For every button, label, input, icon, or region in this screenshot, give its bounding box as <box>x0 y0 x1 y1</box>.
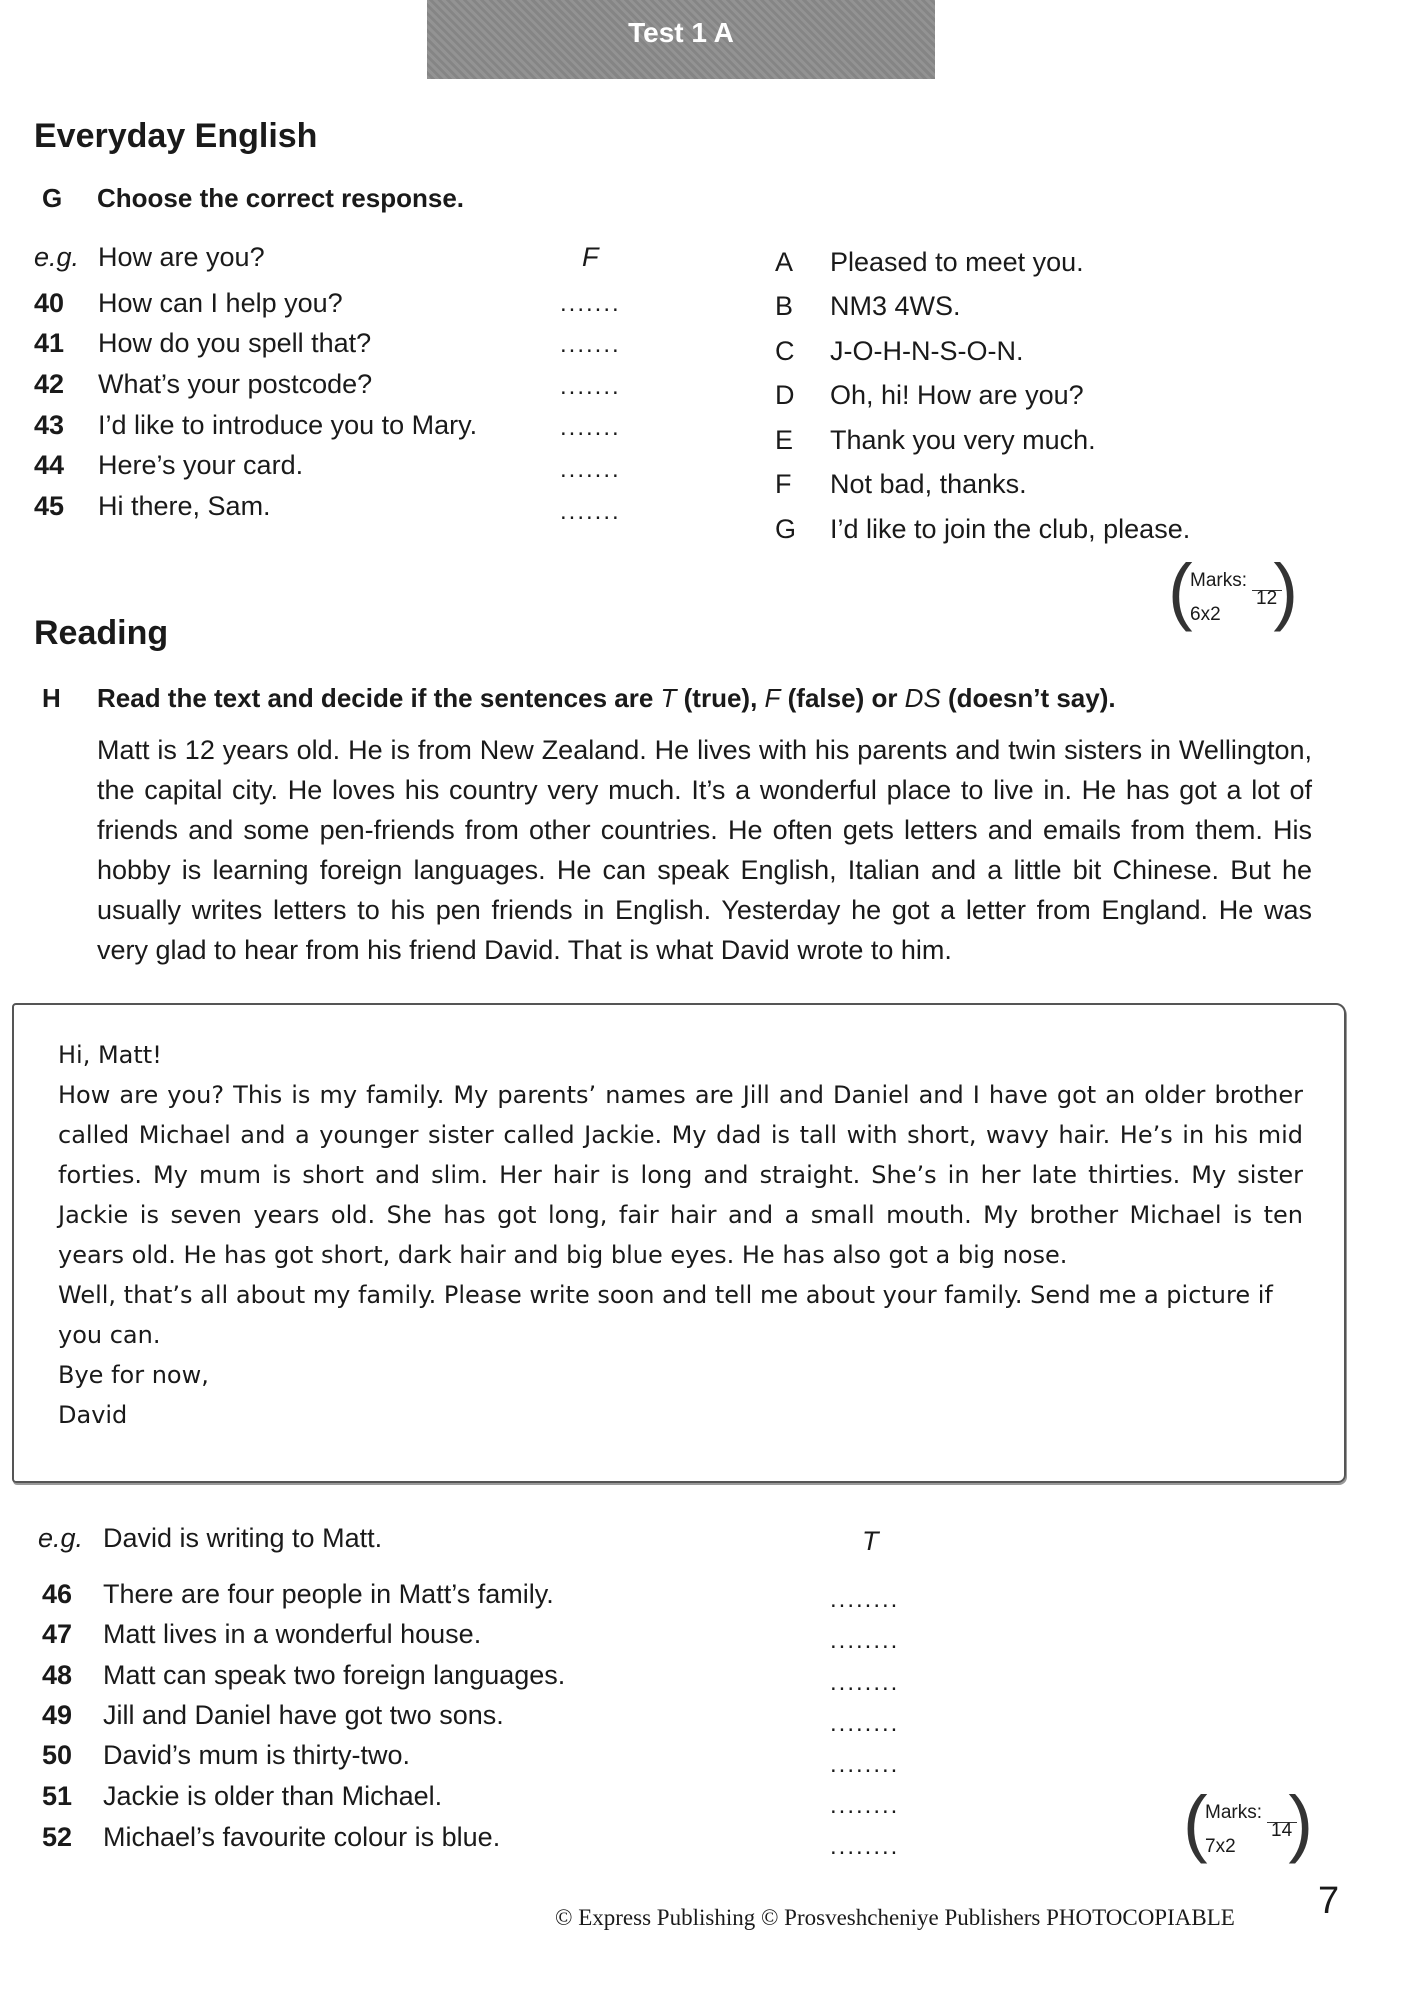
option-text: Not bad, thanks. <box>830 469 1027 499</box>
instruction-text: Choose the correct response. <box>97 183 464 213</box>
instruction-false-code: F <box>764 683 781 713</box>
question-text: Hi there, Sam. <box>98 491 271 521</box>
letter-signature: David <box>58 1401 128 1429</box>
letter-content <box>58 1035 1303 1435</box>
answer-blank[interactable]: ........ <box>830 1710 900 1737</box>
instruction-doesnt-say-code: DS <box>904 683 941 713</box>
marks-multiplier: 6x2 <box>1190 604 1221 625</box>
question-text: How can I help you? <box>98 288 343 318</box>
question-text: Here’s your card. <box>98 450 304 480</box>
instruction-part: (true), <box>676 683 765 713</box>
letter-signoff: Bye for now, <box>58 1361 209 1389</box>
letter-greeting: Hi, Matt! <box>58 1041 162 1069</box>
marks-label: Marks: <box>1190 570 1247 591</box>
option-letter: G <box>775 514 797 544</box>
answer-blank[interactable]: ........ <box>830 1586 900 1613</box>
question-number: 44 <box>34 450 65 480</box>
marks-left-paren: ( <box>1168 549 1193 632</box>
statement-text: Matt lives in a wonderful house. <box>103 1619 482 1649</box>
statement-text: Matt can speak two foreign languages. <box>103 1660 566 1690</box>
example-row <box>34 242 79 273</box>
statement-number: 48 <box>42 1660 73 1690</box>
option-letter: F <box>775 469 792 499</box>
instruction-part: Read the text and decide if the sentences are <box>97 683 661 713</box>
instruction-part: (doesn’t say). <box>940 683 1116 713</box>
option-letter: B <box>775 291 794 321</box>
page-number: 7 <box>1318 1880 1340 1922</box>
answer-blank[interactable]: ........ <box>830 1751 900 1778</box>
statement-number: 51 <box>42 1781 73 1811</box>
marks-label: Marks: <box>1205 1802 1262 1823</box>
option-letter: C <box>775 336 795 366</box>
option-text: J-O-H-N-S-O-N. <box>830 336 1024 366</box>
statement-text: David’s mum is thirty-two. <box>103 1740 411 1770</box>
option-letter: A <box>775 247 794 277</box>
question-text: How do you spell that? <box>98 328 372 358</box>
test-header-bar <box>427 0 935 79</box>
option-letter: E <box>775 425 794 455</box>
question-number: 42 <box>34 369 65 399</box>
marks-total: 14 <box>1271 1820 1293 1841</box>
marks-right-paren: ) <box>1288 1781 1313 1864</box>
reading-passage-text: Matt is 12 years old. He is from New Zealand. He lives with his parents and twin sisters in Wellington, the capital city. He loves his country very much. It’s a wonderful place to live in. He has got a lot of friends and some pen-friends from other countries. He often gets letters and emails from them. His hobby is learning foreign languages. He can speak English, Italian and a little bit Chinese. But he usually writes letters to his pen friends in English. Yesterday he got a letter from England. He was very glad to hear from his friend David. That is what David wrote to him. <box>97 735 1312 965</box>
question-number: 40 <box>34 288 65 318</box>
statement-text: Jackie is older than Michael. <box>103 1781 443 1811</box>
statement-number: 52 <box>42 1822 73 1852</box>
statement-text: Michael’s favourite colour is blue. <box>103 1822 501 1852</box>
option-text: Thank you very much. <box>830 425 1096 455</box>
question-number: 41 <box>34 328 65 358</box>
section-heading-everyday-english: Everyday English <box>34 117 318 155</box>
question-number: 43 <box>34 410 65 440</box>
marks-left-paren: ( <box>1183 1781 1208 1864</box>
marks-box-reading <box>1183 1781 1313 1872</box>
letter-body: How are you? This is my family. My parents’ names are Jill and Daniel and I have got an older brother called Michael and a younger sister called Jackie. My dad is tall with short, wavy hair. He’s in his mid forties. My mum is short and slim. Her hair is long and straight. She’s in her late thirties. My sister Jackie is seven years old. She has got long, fair hair and a small mouth. My brother Michael is ten years old. He has got short, dark hair and big blue eyes. He has also got a big nose. <box>58 1081 1303 1269</box>
question-number: 45 <box>34 491 65 521</box>
option-text: Pleased to meet you. <box>830 247 1084 277</box>
task-h-instruction <box>42 683 1116 714</box>
answer-blank[interactable]: ....... <box>560 498 621 525</box>
option-text: NM3 4WS. <box>830 291 961 321</box>
answer-blank[interactable]: ........ <box>830 1669 900 1696</box>
answer-blank[interactable]: ........ <box>830 1792 900 1819</box>
copyright-footer: © Express Publishing © Prosveshcheniye Publishers PHOTOCOPIABLE <box>555 1905 1235 1930</box>
statement-text: There are four people in Matt’s family. <box>103 1579 554 1609</box>
question-text: I’d like to introduce you to Mary. <box>98 410 478 440</box>
example-question: How are you? <box>98 242 265 272</box>
reading-example-label: e.g. <box>38 1523 84 1553</box>
task-g-instruction <box>42 183 464 214</box>
instruction-true-code: T <box>660 683 677 713</box>
answer-blank[interactable]: ........ <box>830 1627 900 1654</box>
answer-blank[interactable]: ....... <box>560 373 621 400</box>
example-answer: F <box>582 242 599 272</box>
answer-blank[interactable]: ....... <box>560 414 621 441</box>
test-title: Test 1 A <box>628 16 734 48</box>
task-letter: H <box>42 683 61 713</box>
answer-blank[interactable]: ....... <box>560 331 621 358</box>
task-letter: G <box>42 183 63 213</box>
option-letter: D <box>775 380 795 410</box>
letter-closing-paragraph: Well, that’s all about my family. Please write soon and tell me about your family. Send me a picture if you can. <box>58 1281 1273 1349</box>
statement-number: 50 <box>42 1740 73 1770</box>
marks-right-paren: ) <box>1273 549 1298 632</box>
example-label: e.g. <box>34 242 80 272</box>
statement-number: 47 <box>42 1619 73 1649</box>
instruction-part: (false) or <box>780 683 905 713</box>
statement-text: Jill and Daniel have got two sons. <box>103 1700 504 1730</box>
marks-multiplier: 7x2 <box>1205 1836 1236 1857</box>
reading-passage <box>97 730 1312 970</box>
reading-example-answer: T <box>862 1526 879 1556</box>
option-text: Oh, hi! How are you? <box>830 380 1084 410</box>
statement-number: 46 <box>42 1579 73 1609</box>
answer-blank[interactable]: ....... <box>560 456 621 483</box>
answer-blank[interactable]: ........ <box>830 1833 900 1860</box>
question-text: What’s your postcode? <box>98 369 373 399</box>
reading-example-statement: David is writing to Matt. <box>103 1523 383 1553</box>
option-text: I’d like to join the club, please. <box>830 514 1191 544</box>
marks-total: 12 <box>1256 588 1278 609</box>
section-heading-reading: Reading <box>34 614 169 652</box>
marks-box-everyday-english <box>1168 549 1298 640</box>
statement-number: 49 <box>42 1700 73 1730</box>
answer-blank[interactable]: ....... <box>560 290 621 317</box>
